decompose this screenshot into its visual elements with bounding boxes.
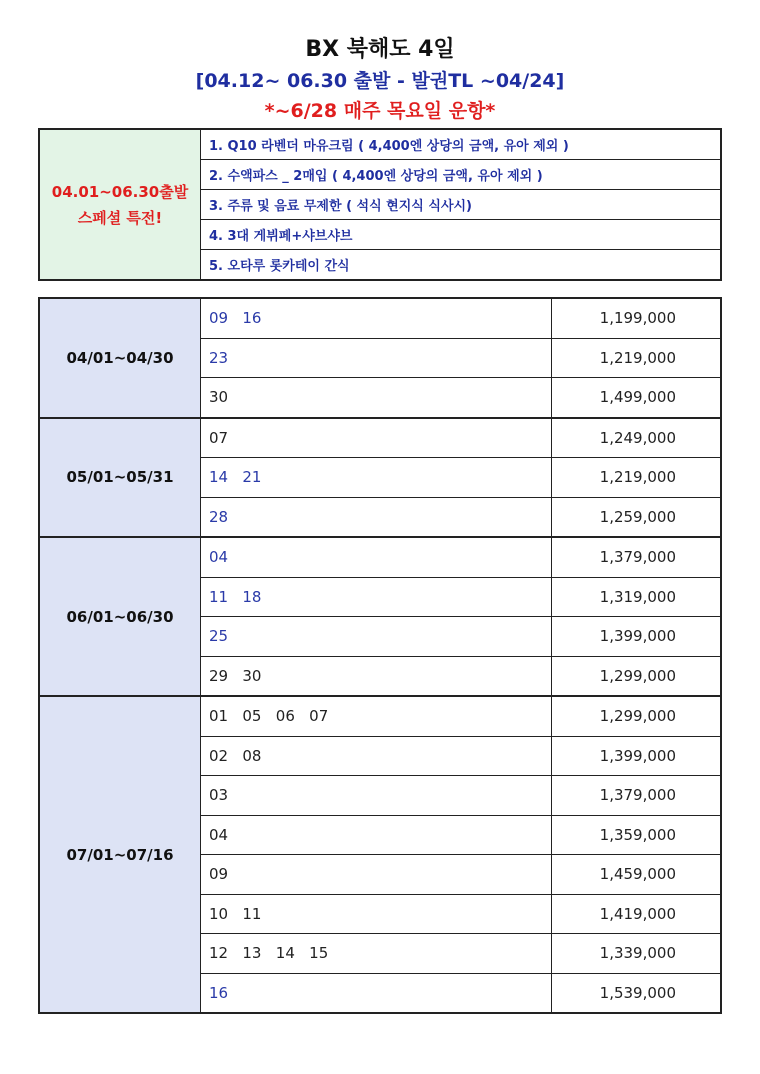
special-label-line2: 스페셜 특전! bbox=[77, 208, 163, 227]
price: 1,379,000 bbox=[552, 537, 722, 577]
departure-dates: 04 bbox=[201, 537, 552, 577]
departure-dates: 28 bbox=[201, 497, 552, 537]
departure-dates: 29 30 bbox=[201, 656, 552, 696]
special-label bbox=[39, 129, 201, 280]
departure-dates: 07 bbox=[201, 418, 552, 458]
price: 1,459,000 bbox=[552, 855, 722, 895]
page-title: BX 북해도 4일 bbox=[305, 37, 455, 62]
table-row bbox=[39, 298, 721, 338]
price-table bbox=[38, 297, 722, 1014]
table-row bbox=[39, 537, 721, 577]
month-range: 04/01~04/30 bbox=[39, 298, 201, 418]
price: 1,339,000 bbox=[552, 934, 722, 974]
price: 1,399,000 bbox=[552, 617, 722, 657]
price: 1,249,000 bbox=[552, 418, 722, 458]
departure-dates: 16 bbox=[201, 973, 552, 1013]
departure-dates: 02 08 bbox=[201, 736, 552, 776]
benefit-item: 5. 오타루 롯카테이 간식 bbox=[201, 250, 722, 281]
benefit-item: 1. Q10 라벤더 마유크림 ( 4,400엔 상당의 금액, 유아 제외 ) bbox=[201, 129, 722, 160]
table-row bbox=[39, 696, 721, 736]
price: 1,399,000 bbox=[552, 736, 722, 776]
departure-dates: 12 13 14 15 bbox=[201, 934, 552, 974]
month-range: 07/01~07/16 bbox=[39, 696, 201, 1013]
departure-dates: 09 16 bbox=[201, 298, 552, 338]
operation-note: *~6/28 매주 목요일 운항* bbox=[264, 100, 496, 122]
departure-dates: 01 05 06 07 bbox=[201, 696, 552, 736]
benefit-item: 2. 수액파스 _ 2매입 ( 4,400엔 상당의 금액, 유아 제외 ) bbox=[201, 160, 722, 190]
price: 1,219,000 bbox=[552, 458, 722, 498]
price: 1,379,000 bbox=[552, 776, 722, 816]
departure-dates: 04 bbox=[201, 815, 552, 855]
price: 1,419,000 bbox=[552, 894, 722, 934]
price: 1,219,000 bbox=[552, 338, 722, 378]
departure-dates: 30 bbox=[201, 378, 552, 418]
departure-dates: 03 bbox=[201, 776, 552, 816]
price: 1,539,000 bbox=[552, 973, 722, 1013]
departure-period: [04.12~ 06.30 출발 - 발권TL ~04/24] bbox=[195, 70, 565, 92]
price: 1,199,000 bbox=[552, 298, 722, 338]
special-label-line1: 04.01~06.30출발 bbox=[51, 182, 189, 201]
special-benefits-table bbox=[38, 128, 722, 281]
departure-dates: 11 18 bbox=[201, 577, 552, 617]
departure-dates: 09 bbox=[201, 855, 552, 895]
price: 1,299,000 bbox=[552, 656, 722, 696]
month-range: 06/01~06/30 bbox=[39, 537, 201, 696]
table-row bbox=[39, 418, 721, 458]
departure-dates: 23 bbox=[201, 338, 552, 378]
benefit-item: 4. 3대 게뷔페+샤브샤브 bbox=[201, 220, 722, 250]
price: 1,259,000 bbox=[552, 497, 722, 537]
price: 1,319,000 bbox=[552, 577, 722, 617]
price: 1,499,000 bbox=[552, 378, 722, 418]
month-range: 05/01~05/31 bbox=[39, 418, 201, 538]
departure-dates: 25 bbox=[201, 617, 552, 657]
benefit-item: 3. 주류 및 음료 무제한 ( 석식 현지식 식사시) bbox=[201, 190, 722, 220]
departure-dates: 10 11 bbox=[201, 894, 552, 934]
price: 1,359,000 bbox=[552, 815, 722, 855]
departure-dates: 14 21 bbox=[201, 458, 552, 498]
price: 1,299,000 bbox=[552, 696, 722, 736]
